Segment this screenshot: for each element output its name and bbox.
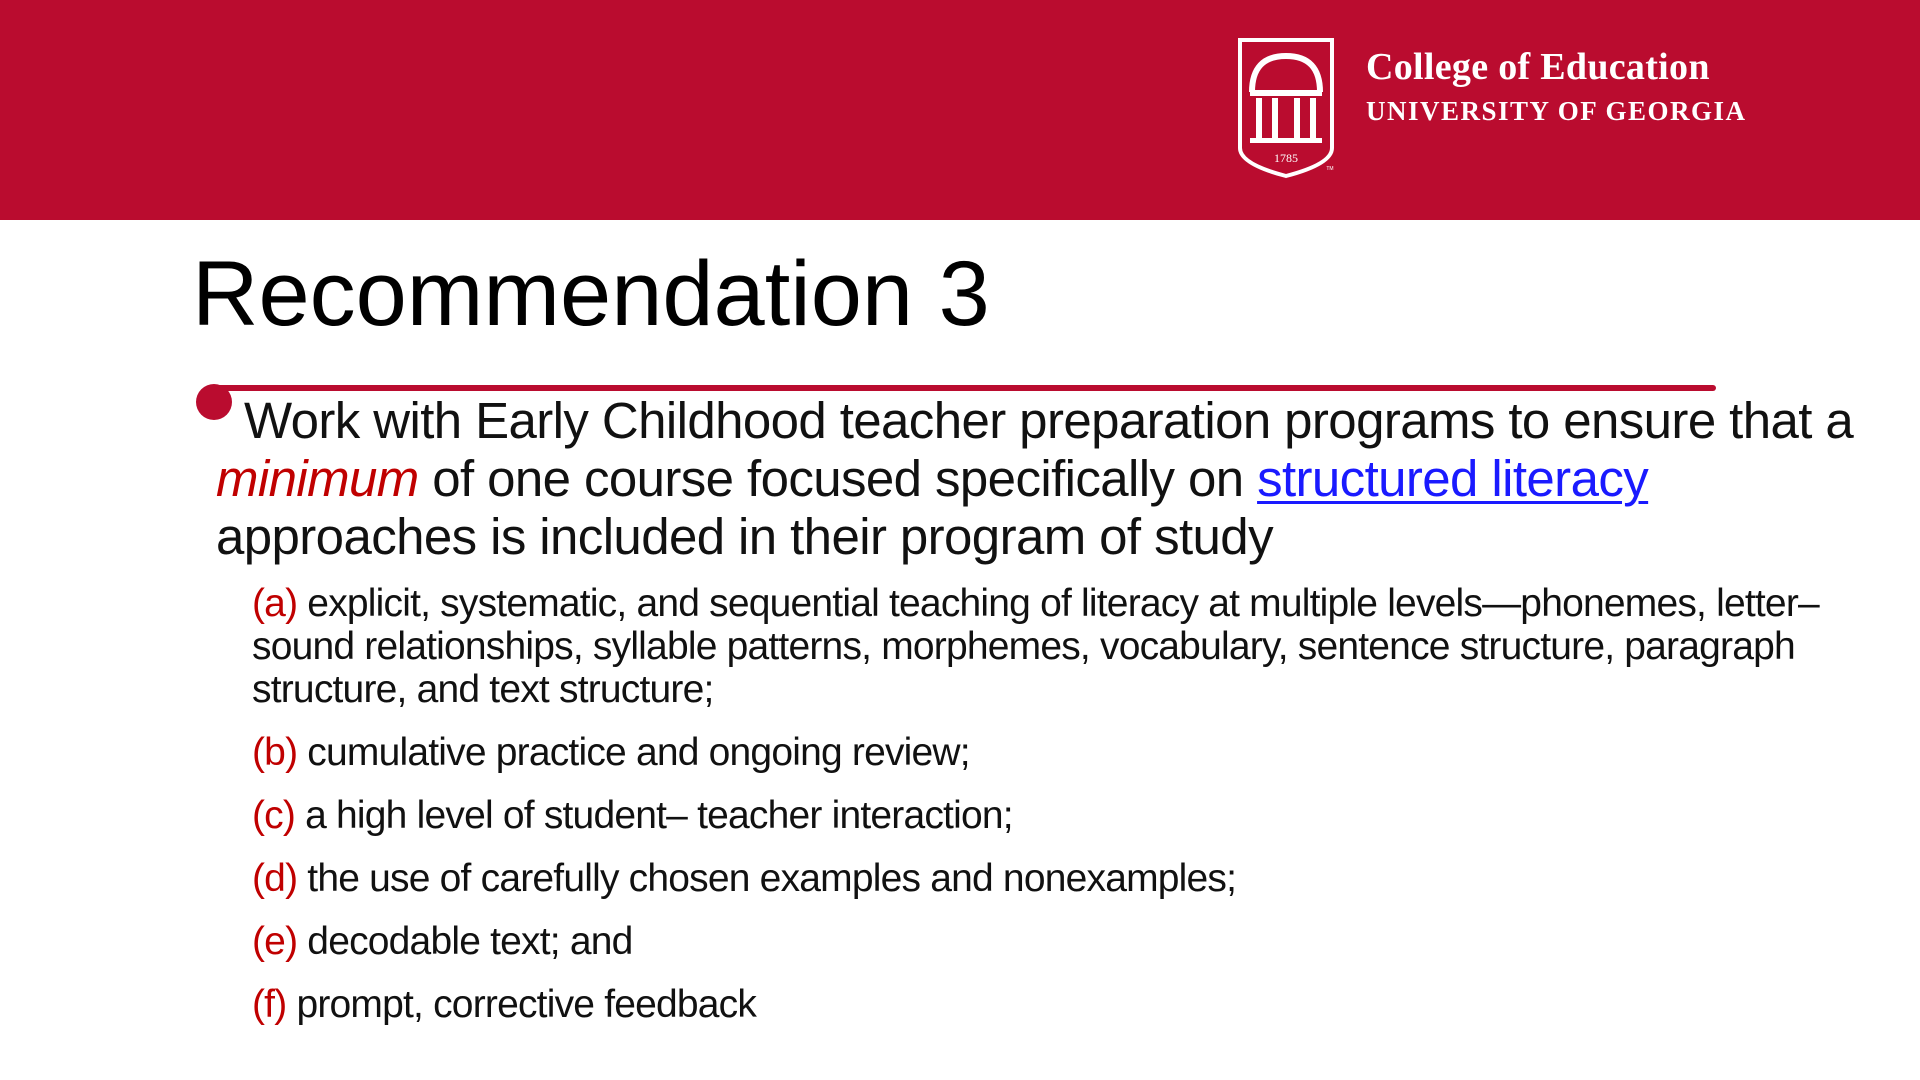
list-item <box>252 920 1912 963</box>
list-item-text: a high level of student– teacher interaction; <box>295 794 1013 837</box>
main-text-part3: approaches is included in their program of study <box>216 508 1273 565</box>
list-marker: (b) <box>252 731 298 774</box>
college-logo <box>1236 36 1747 180</box>
list-item <box>252 731 1912 774</box>
main-text-part2: of one course focused specifically on <box>418 450 1258 507</box>
list-item-text: decodable text; and <box>297 920 633 963</box>
structured-literacy-link[interactable]: structured literacy <box>1257 450 1649 507</box>
list-item-text: explicit, systematic, and sequential teaching of literacy at multiple levels—phonemes, letter–sound relationships, syllable patterns, morphemes, vocabulary, sentence structure, paragraph structure, and text structure; <box>252 582 1819 711</box>
logo-text <box>1366 46 1747 129</box>
logo-college-name: College of Education <box>1366 46 1710 88</box>
sub-list <box>252 582 1912 1046</box>
logo-university-name: UNIVERSITY OF GEORGIA <box>1366 95 1747 126</box>
main-text-emphasis: minimum <box>216 450 419 507</box>
list-item-text: cumulative practice and ongoing review; <box>297 731 970 774</box>
list-item <box>252 857 1912 900</box>
title-divider <box>208 385 1716 391</box>
list-item <box>252 794 1912 837</box>
shield-year: 1785 <box>1274 151 1298 165</box>
list-marker: (e) <box>252 920 298 963</box>
list-item-text: the use of carefully chosen examples and nonexamples; <box>297 857 1237 900</box>
list-item-text: prompt, corrective feedback <box>286 983 757 1026</box>
main-text-part1: Work with Early Childhood teacher preparation programs to ensure that a <box>244 392 1854 449</box>
arch-shield-icon <box>1236 36 1336 180</box>
list-marker: (d) <box>252 857 298 900</box>
main-bullet <box>216 392 1896 566</box>
slide-title: Recommendation 3 <box>192 243 990 345</box>
list-marker: (c) <box>252 794 296 837</box>
list-item <box>252 983 1912 1026</box>
list-marker: (f) <box>252 983 287 1026</box>
list-item <box>252 582 1912 711</box>
list-marker: (a) <box>252 582 298 625</box>
shield-trademark: TM <box>1326 166 1334 172</box>
